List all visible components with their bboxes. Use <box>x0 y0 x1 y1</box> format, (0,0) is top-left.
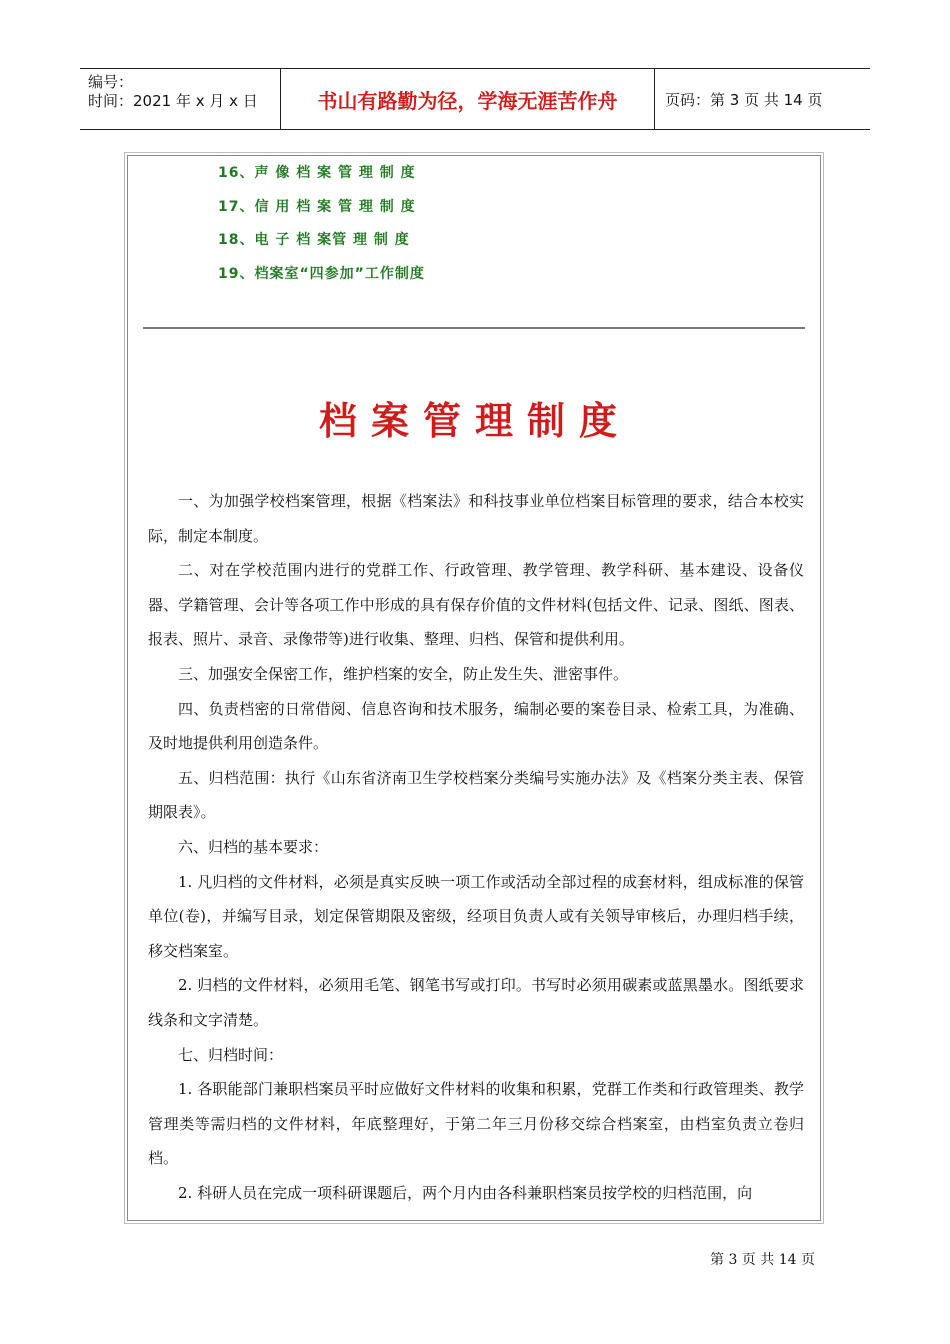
paragraph: 一、为加强学校档案管理，根据《档案法》和科技事业单位档案目标管理的要求，结合本校实际，制定本制度。 <box>148 492 804 545</box>
toc-item: 18、电 子 档 案管 理 制 度 <box>218 232 410 248</box>
toc-item: 16、声 像 档 案 管 理 制 度 <box>218 165 416 181</box>
paragraph: 四、负责档密的日常借阅、信息咨询和技术服务，编制必要的案卷目录、检索工具，为准确、及时地提供利用创造条件。 <box>148 699 804 753</box>
paragraph: 二、对在学校范围内进行的党群工作、行政管理、教学管理、教学科研、基本建设、设备仪器、学籍管理、会计等各项工作中形成的具有保存价值的文件材料(包括文件、记录、图纸、图表、报表、照片、录音、录像带等)进行收集、整理、归档、保管和提供利用。 <box>148 561 804 649</box>
paragraph: 1. 凡归档的文件材料，必须是真实反映一项工作或活动全部过程的成套材料，组成标准的保管单位(卷)，并编写目录，划定保管期限及密级，经项目负责人或有关领导审核后，办理归档手续，移交档案室。 <box>148 872 804 960</box>
section-divider <box>143 327 805 329</box>
paragraph: 2. 归档的文件材料，必须用毛笔、钢笔书写或打印。书写时必须用碳素或蓝黑墨水。图纸要求线条和文字清楚。 <box>148 976 804 1029</box>
header-motto: 书山有路勤为径，学海无涯苦作舟 <box>280 69 655 129</box>
toc-item: 19、档案室“四参加”工作制度 <box>218 265 425 282</box>
header-meta <box>80 69 280 129</box>
header-time-label: 时间：2021 年 x 月 x 日 <box>88 92 258 110</box>
header-number-label: 编号： <box>88 73 134 91</box>
content-frame <box>127 155 821 1221</box>
document-title: 档案管理制度 <box>318 398 631 443</box>
paragraph: 1. 各职能部门兼职档案员平时应做好文件材料的收集和积累，党群工作类和行政管理类、教学管理类等需归档的文件材料，年底整理好，于第二年三月份移交综合档案室，由档室负责立卷归档。 <box>148 1080 804 1168</box>
page-footer: 第 3 页 共 14 页 <box>710 1252 815 1268</box>
paragraph: 三、加强安全保密工作，维护档案的安全，防止发生失、泄密事件。 <box>178 664 629 683</box>
header-page-label: 页码：第 3 页 共 14 页 <box>665 90 823 109</box>
paragraph: 五、归档范围：执行《山东省济南卫生学校档案分类编号实施办法》及《档案分类主表、保管期限表》。 <box>148 768 804 822</box>
paragraph: 2. 科研人员在完成一项科研课题后，两个月内由各科兼职档案员按学校的归档范围，向 <box>178 1183 753 1202</box>
paragraph: 七、归档时间： <box>178 1045 284 1064</box>
toc-item: 17、信 用 档 案 管 理 制 度 <box>218 198 416 215</box>
page-header <box>80 68 870 130</box>
toc-list <box>218 164 425 298</box>
paragraph: 六、归档的基本要求： <box>178 837 329 856</box>
document-body <box>148 484 804 1210</box>
